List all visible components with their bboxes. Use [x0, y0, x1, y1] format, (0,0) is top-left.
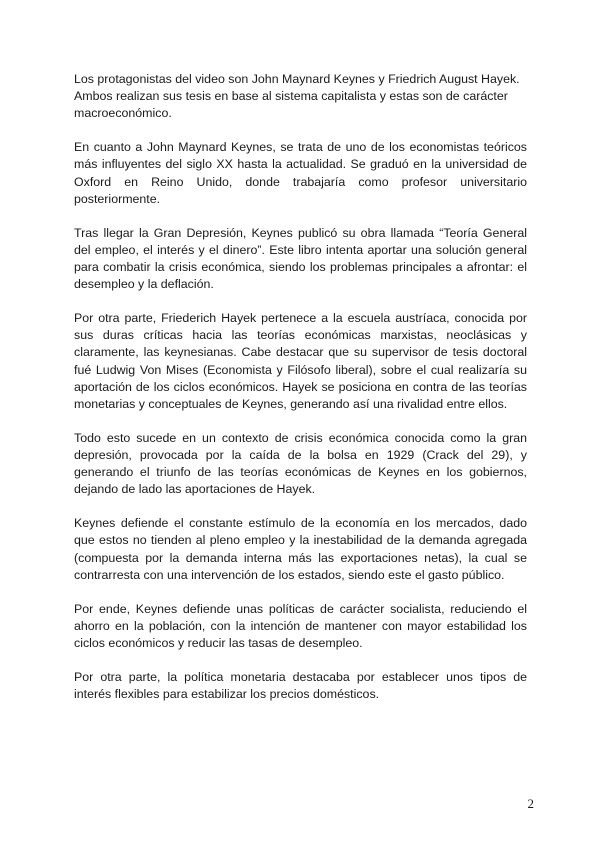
paragraph-keynes-policies: Por ende, Keynes defiende unas políticas de carácter socialista, reduciendo el ahorro en la población, con la intención de mantener con mayor estabilidad los ciclos económicos y reducir las tasas de desempleo. [74, 601, 527, 651]
paragraph-hayek-bio: Por otra parte, Friederich Hayek pertenece a la escuela austríaca, conocida por sus duras críticas hacia las teorías económicas marxistas, neoclásicas y claramente, las keynesianas. Cabe destacar que su supervisor de tesis doctoral fué Ludwig Von Mises (Economista y Filósofo liberal), sobre el cual realizaría su aportación de los ciclos económicos. Hayek se posiciona en contra de las teorías monetarias y conceptuales de Keynes, generando así una rivalidad entre ellos. [74, 311, 527, 412]
paragraph-keynes-stimulus: Keynes defiende el constante estímulo de la economía en los mercados, dado que estos no tienden al pleno empleo y la inestabilidad de la demanda agregada (compuesta por la demanda interna más las exportaciones netas), la cual se contrarresta con una intervención de los estados, siendo este el gasto público. [74, 516, 527, 582]
paragraph-context: Todo esto sucede en un contexto de crisis económica conocida como la gran depresión, provocada por la caída de la bolsa en 1929 (Crack del 29), y generando el triunfo de las teorías económicas de Keynes en los gobiernos, dejando de lado las aportaciones de Hayek. [74, 430, 527, 497]
page-body [74, 71, 527, 720]
paragraph-monetary-policy: Por otra parte, la política monetaria destacaba por establecer unos tipos de interés flexibles para estabilizar los precios domésticos. [74, 669, 527, 702]
paragraph-keynes-bio: En cuanto a John Maynard Keynes, se trata de uno de los economistas teóricos más influyentes del siglo XX hasta la actualidad. Se graduó en la universidad de Oxford en Reino Unido, donde trabajaría como profesor universitario posteriormente. [74, 140, 527, 206]
page-number: 2 [527, 796, 534, 811]
paragraph-protagonists: Los protagonistas del video son John Maynard Keynes y Friedrich August Hayek. Ambos realizan sus tesis en base al sistema capitalista y estas son de carácter macroeconómico. [74, 72, 520, 121]
paragraph-general-theory: Tras llegar la Gran Depresión, Keynes publicó su obra llamada “Teoría General del empleo, el interés y el dinero”. Este libro intenta aportar una solución general para combatir la crisis económica, siendo los problemas principales a afrontar: el desempleo y la deflación. [74, 225, 527, 292]
